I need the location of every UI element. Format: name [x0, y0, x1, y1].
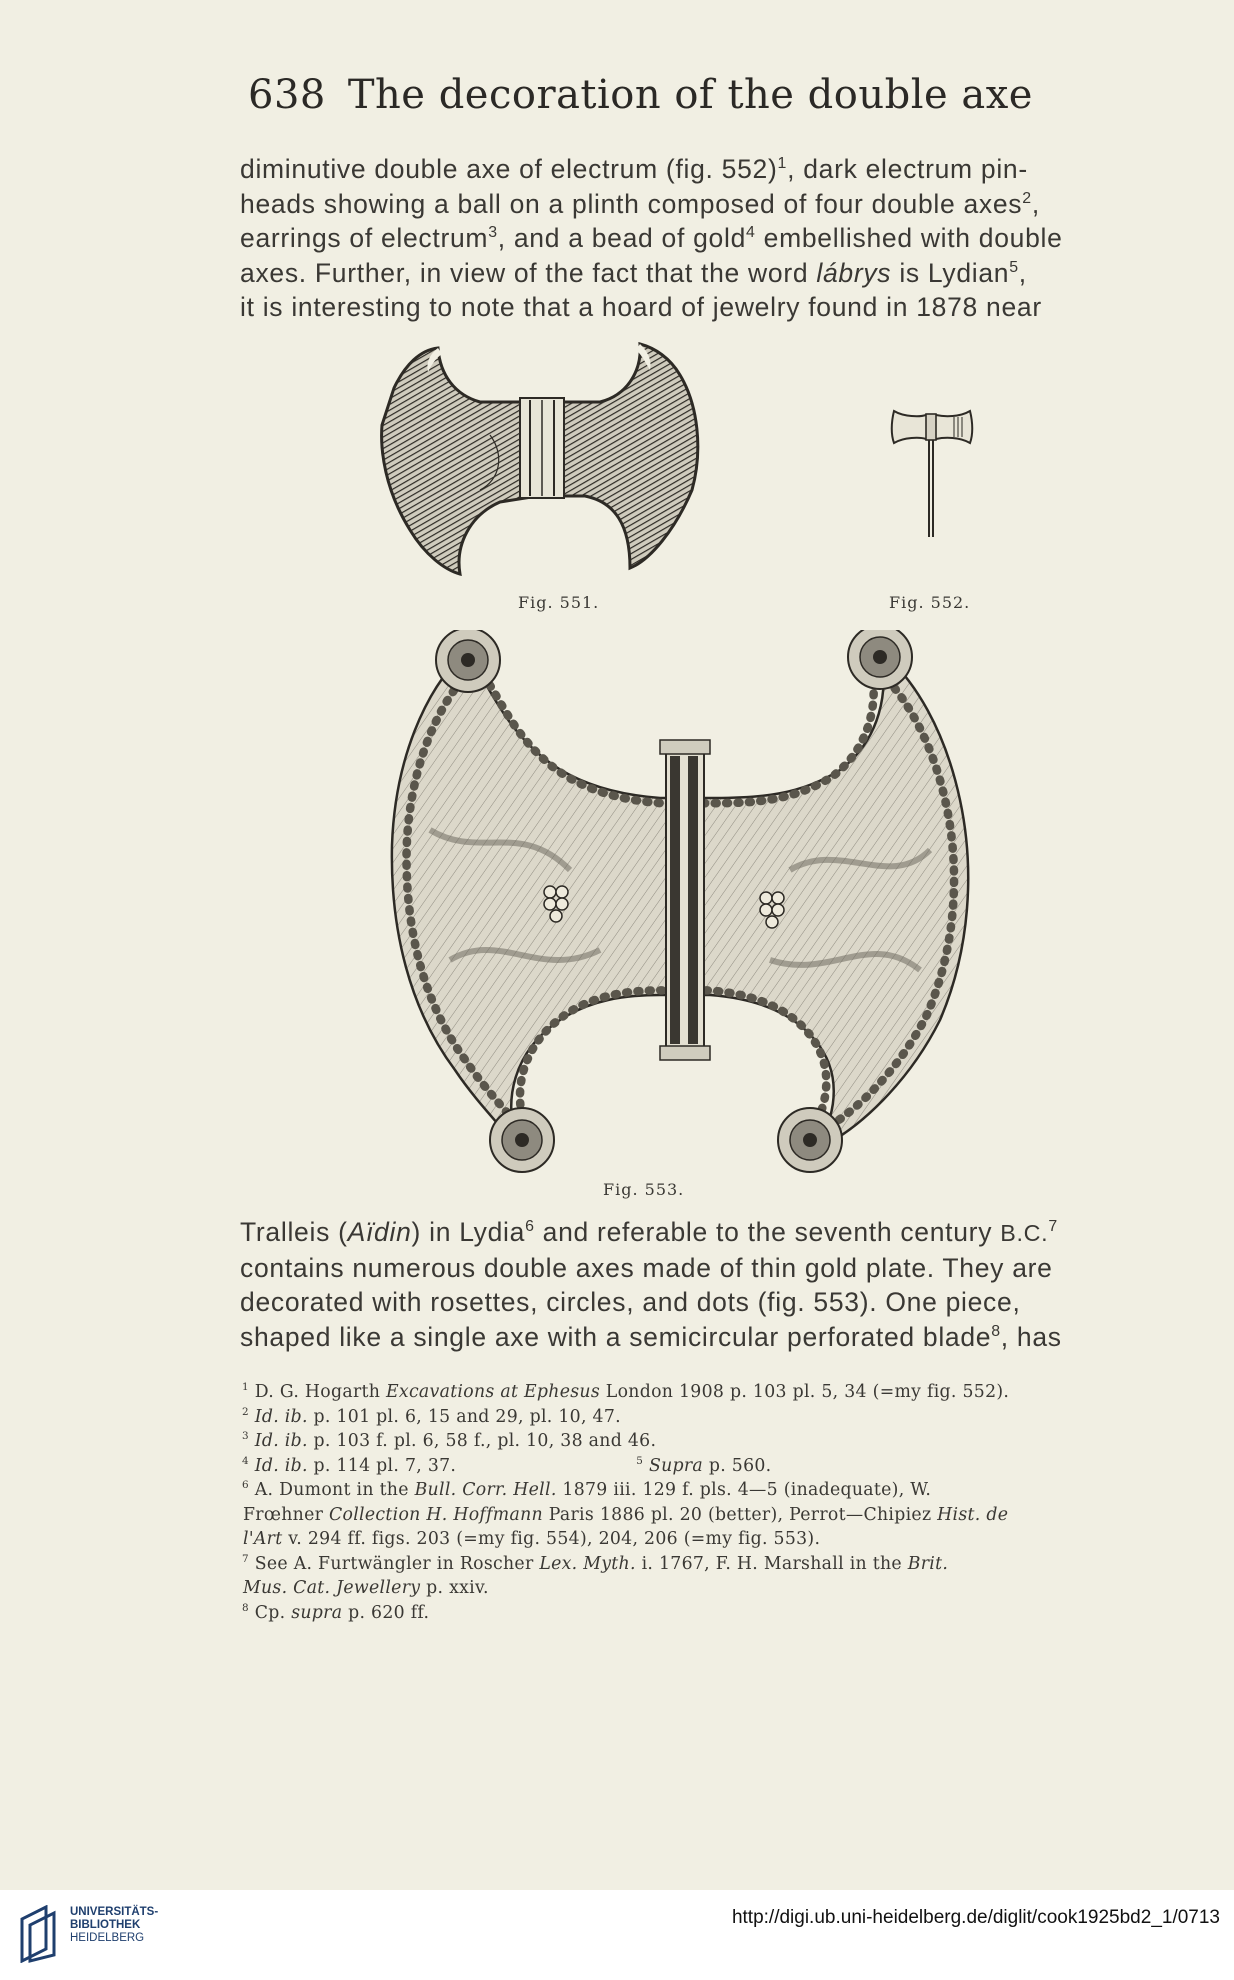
text-line: diminutive double axe of electrum (fig. 552)$^1$, dark electrum pin-: [240, 154, 1028, 184]
footnote-7: $^7$ See A. Furtwängler in Roscher Lex. Myth. i. 1767, F. H. Marshall in the Brit.: [242, 1552, 949, 1574]
top-paragraph: [240, 152, 1124, 325]
text-line: axes. Further, in view of the fact that the word lábrys is Lydian$^5$,: [240, 257, 1027, 288]
footnote-6-cont: Frœhner Collection H. Hoffmann Paris 1886 pl. 20 (better), Perrot—Chipiez Hist. de: [243, 1504, 1009, 1525]
footnote-1: $^1$ D. G. Hogarth Excavations at Ephesus London 1908 p. 103 pl. 5, 34 (=my fig. 552).: [242, 1381, 1010, 1402]
source-url-link[interactable]: http://digi.ub.uni-heidelberg.de/diglit/cook1925bd2_1/0713: [731, 1907, 1220, 1928]
footnote-4-5: $^4$ Id. ib. p. 114 pl. 7, 37. $^5$ Supra p. 560.: [242, 1454, 772, 1476]
footnote-6-cont2: l'Art v. 294 ff. figs. 203 (=my fig. 554), 204, 206 (=my fig. 553).: [243, 1529, 821, 1549]
text-line: shaped like a single axe with a semicircular perforated blade$^8$, has: [240, 1321, 1062, 1352]
page-title: The decoration of the double axe: [347, 72, 1033, 118]
text-line: it is interesting to note that a hoard of jewelry found in 1878 near: [240, 292, 1042, 323]
figure-552-pin: [890, 405, 975, 545]
footnotes: [242, 1380, 1125, 1625]
text-line: decorated with rosettes, circles, and dots (fig. 553). One piece,: [240, 1287, 1021, 1318]
figure-553-gold-double-axe: [370, 630, 1000, 1175]
page-number: 638: [248, 72, 326, 118]
library-name: UNIVERSITÄTS- BIBLIOTHEK HEIDELBERG: [70, 1906, 159, 1944]
footnote-3: $^3$ Id. ib. p. 103 f. pl. 6, 58 f., pl. 10, 38 and 46.: [242, 1430, 657, 1451]
running-header: [248, 72, 1033, 118]
text-line: earrings of electrum$^3$, and a bead of gold$^4$ embellished with double: [240, 223, 1063, 254]
text-line: Tralleis (Aïdin) in Lydia$^6$ and referable to the seventh century B.C.$^7$: [240, 1217, 1058, 1247]
text-line: contains numerous double axes made of thin gold plate. They are: [240, 1252, 1053, 1283]
library-logo-icon: [16, 1905, 58, 1963]
figure-551-double-axe: [380, 340, 705, 580]
footnote-7-cont: Mus. Cat. Jewellery p. xxiv.: [243, 1578, 489, 1598]
figure-552-caption: Fig. 552.: [889, 593, 971, 612]
footnote-2: $^2$ Id. ib. p. 101 pl. 6, 15 and 29, pl. 10, 47.: [242, 1405, 621, 1427]
figure-551-caption: Fig. 551.: [518, 593, 600, 612]
figure-553-caption: Fig. 553.: [603, 1180, 685, 1199]
viewer-footer: [0, 1890, 1234, 1980]
footnote-8: $^8$ Cp. supra p. 620 ff.: [242, 1601, 430, 1623]
footnote-6: $^6$ A. Dumont in the Bull. Corr. Hell. 1879 iii. 129 f. pls. 4—5 (inadequate), W.: [242, 1479, 932, 1500]
text-line: heads showing a ball on a plinth composed of four double axes$^2$,: [240, 188, 1040, 219]
bottom-paragraph: [240, 1215, 1124, 1354]
